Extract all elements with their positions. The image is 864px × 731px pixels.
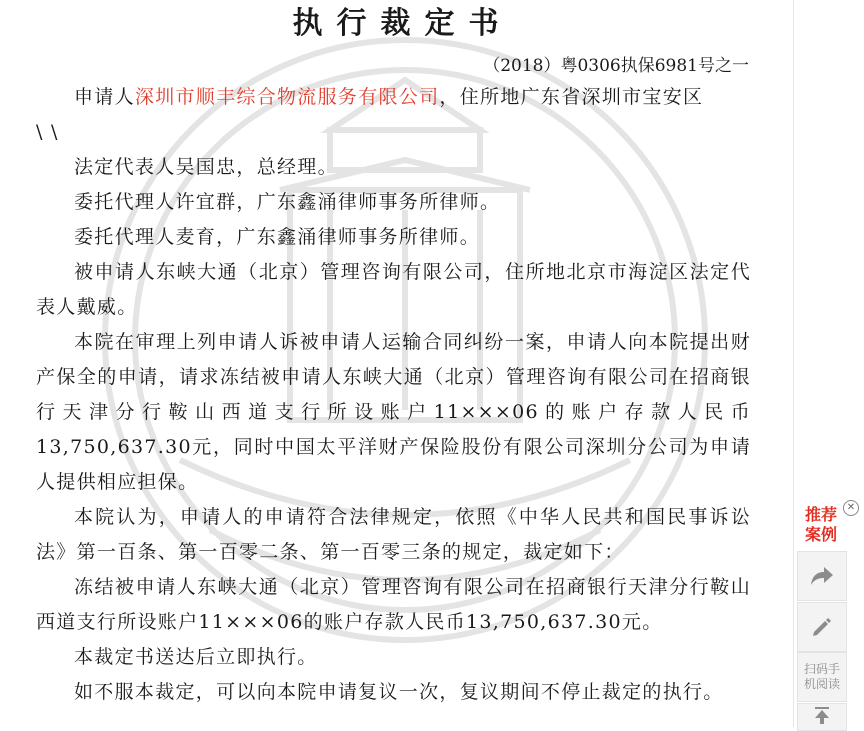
arrow-up-icon <box>813 706 831 724</box>
court-opinion-paragraph: 本院认为，申请人的申请符合法律规定，依照《中华人民共和国民事诉讼法》第一百条、第一百零二条、第一百零三条的规定，裁定如下： <box>36 506 751 563</box>
ruling-paragraph: 冻结被申请人东峡大通（北京）管理咨询有限公司在招商银行天津分行鞍山西道支行所设账户11×××06的账户存款人民币13,750,637.30元。 <box>36 576 751 633</box>
agent-1-paragraph: 委托代理人许宜群，广东鑫涌律师事务所律师。 <box>74 191 501 213</box>
document-body <box>36 80 751 710</box>
respondent-paragraph: 被申请人东峡大通（北京）管理咨询有限公司，住所地北京市海淀区法定代表人戴威。 <box>36 261 751 318</box>
edit-button[interactable] <box>797 602 847 652</box>
applicant-address: ，住所地广东省深圳市宝安区 <box>439 86 704 108</box>
appeal-paragraph: 如不服本裁定，可以向本院申请复议一次，复议期间不停止裁定的执行。 <box>74 681 724 703</box>
close-icon[interactable]: ✕ <box>843 500 859 516</box>
applicant-address-cont: \ \ <box>36 121 59 143</box>
document-title: 执行裁定书 <box>292 6 513 41</box>
share-button[interactable] <box>797 551 847 601</box>
scan-to-read-button[interactable] <box>797 652 847 702</box>
pencil-icon <box>810 615 834 639</box>
agent-2-paragraph: 委托代理人麦育，广东鑫涌律师事务所律师。 <box>74 226 481 248</box>
case-number: （2018）粤0306执保6981号之一 <box>483 56 749 76</box>
recommend-cases-label[interactable]: 推荐 案例 <box>804 505 837 544</box>
case-facts-paragraph: 本院在审理上列申请人诉被申请人运输合同纠纷一案，申请人向本院提出财产保全的申请，请求冻结被申请人东峡大通（北京）管理咨询有限公司在招商银行天津分行鞍山西道支行所设账户11×××06的账户存款人民币13,750,637.30元，同时中国太平洋财产保险股份有限公司深圳分公司为申请人提供相应担保。 <box>36 331 751 493</box>
applicant-company-link[interactable]: 深圳市顺丰综合物流服务有限公司 <box>134 86 440 108</box>
legal-rep-paragraph: 法定代表人吴国忠，总经理。 <box>74 156 338 178</box>
scan-label: 扫码手 机阅读 <box>803 662 840 691</box>
ruling-document <box>36 0 751 710</box>
share-arrow-icon <box>810 565 834 587</box>
applicant-label: 申请人 <box>74 86 135 108</box>
applicant-paragraph <box>36 80 751 115</box>
execution-paragraph: 本裁定书送达后立即执行。 <box>74 646 318 668</box>
